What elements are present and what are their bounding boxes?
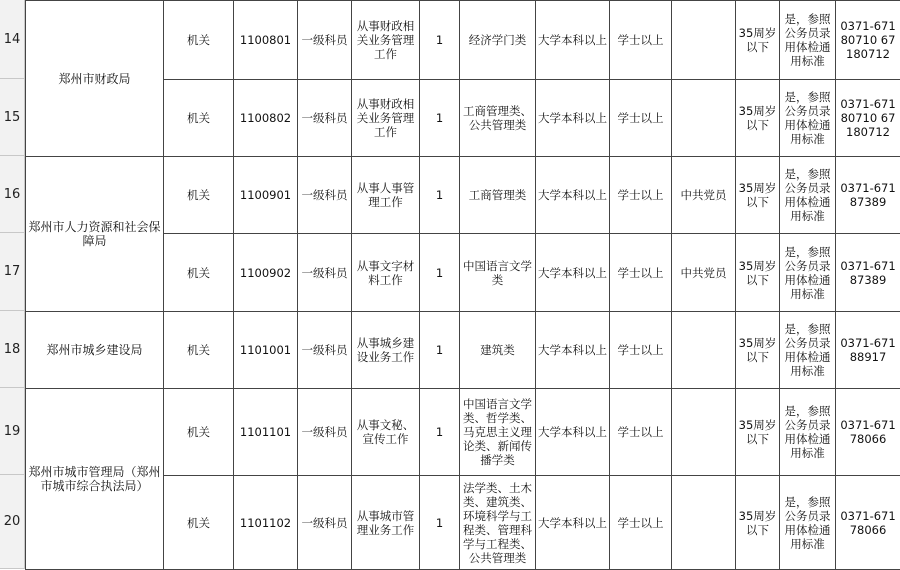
- education-cell[interactable]: 大学本科以上: [536, 157, 610, 234]
- phone-cell[interactable]: 0371-67178066: [836, 476, 900, 570]
- degree-cell[interactable]: 学士以上: [610, 80, 672, 157]
- phone-cell[interactable]: 0371-67180710 67180712: [836, 1, 900, 80]
- age-cell[interactable]: 35周岁以下: [736, 234, 780, 312]
- position-code-cell[interactable]: 1101001: [234, 312, 298, 389]
- physical-exam-cell[interactable]: 是，参照公务员录用体检通用标准: [780, 157, 836, 234]
- degree-cell[interactable]: 学士以上: [610, 157, 672, 234]
- age-cell[interactable]: 35周岁以下: [736, 476, 780, 570]
- physical-exam-cell[interactable]: 是，参照公务员录用体检通用标准: [780, 312, 836, 389]
- row-number[interactable]: 20: [0, 475, 24, 569]
- unit-type-cell[interactable]: 机关: [164, 80, 234, 157]
- physical-exam-cell[interactable]: 是，参照公务员录用体检通用标准: [780, 234, 836, 312]
- age-cell[interactable]: 35周岁以下: [736, 1, 780, 80]
- rank-cell[interactable]: 一级科员: [298, 234, 352, 312]
- phone-cell[interactable]: 0371-67180710 67180712: [836, 80, 900, 157]
- headcount-cell[interactable]: 1: [420, 1, 460, 80]
- headcount-cell[interactable]: 1: [420, 476, 460, 570]
- degree-cell[interactable]: 学士以上: [610, 312, 672, 389]
- row-number[interactable]: 17: [0, 233, 24, 311]
- position-code-cell[interactable]: 1100802: [234, 80, 298, 157]
- physical-exam-cell[interactable]: 是，参照公务员录用体检通用标准: [780, 1, 836, 80]
- table-row: [26, 1, 900, 80]
- department-cell[interactable]: 郑州市财政局: [26, 1, 164, 157]
- table-row: [26, 389, 900, 476]
- rank-cell[interactable]: 一级科员: [298, 157, 352, 234]
- row-number[interactable]: 18: [0, 311, 24, 388]
- degree-cell[interactable]: 学士以上: [610, 476, 672, 570]
- department-cell[interactable]: 郑州市城乡建设局: [26, 312, 164, 389]
- age-cell[interactable]: 35周岁以下: [736, 80, 780, 157]
- table-row: [26, 157, 900, 234]
- unit-type-cell[interactable]: 机关: [164, 1, 234, 80]
- age-cell[interactable]: 35周岁以下: [736, 157, 780, 234]
- rank-cell[interactable]: 一级科员: [298, 389, 352, 476]
- row-number[interactable]: 16: [0, 156, 24, 233]
- position-code-cell[interactable]: 1100902: [234, 234, 298, 312]
- age-cell[interactable]: 35周岁以下: [736, 389, 780, 476]
- major-cell[interactable]: 工商管理类: [460, 157, 536, 234]
- headcount-cell[interactable]: 1: [420, 80, 460, 157]
- unit-type-cell[interactable]: 机关: [164, 157, 234, 234]
- department-cell[interactable]: 郑州市人力资源和社会保障局: [26, 157, 164, 312]
- table-row: [26, 312, 900, 389]
- rank-cell[interactable]: 一级科员: [298, 1, 352, 80]
- education-cell[interactable]: 大学本科以上: [536, 1, 610, 80]
- major-cell[interactable]: 建筑类: [460, 312, 536, 389]
- age-cell[interactable]: 35周岁以下: [736, 312, 780, 389]
- position-code-cell[interactable]: 1101102: [234, 476, 298, 570]
- education-cell[interactable]: 大学本科以上: [536, 80, 610, 157]
- unit-type-cell[interactable]: 机关: [164, 476, 234, 570]
- education-cell[interactable]: 大学本科以上: [536, 234, 610, 312]
- duty-cell[interactable]: 从事文字材料工作: [352, 234, 420, 312]
- duty-cell[interactable]: 从事财政相关业务管理工作: [352, 80, 420, 157]
- rank-cell[interactable]: 一级科员: [298, 312, 352, 389]
- major-cell[interactable]: 法学类、土木类、建筑类、环境科学与工程类、管理科学与工程类、公共管理类: [460, 476, 536, 570]
- row-number[interactable]: 15: [0, 79, 24, 156]
- position-code-cell[interactable]: 1100901: [234, 157, 298, 234]
- politics-cell[interactable]: [672, 312, 736, 389]
- politics-cell[interactable]: 中共党员: [672, 234, 736, 312]
- physical-exam-cell[interactable]: 是，参照公务员录用体检通用标准: [780, 389, 836, 476]
- politics-cell[interactable]: [672, 476, 736, 570]
- politics-cell[interactable]: 中共党员: [672, 157, 736, 234]
- headcount-cell[interactable]: 1: [420, 312, 460, 389]
- education-cell[interactable]: 大学本科以上: [536, 312, 610, 389]
- degree-cell[interactable]: 学士以上: [610, 389, 672, 476]
- major-cell[interactable]: 工商管理类、公共管理类: [460, 80, 536, 157]
- major-cell[interactable]: 中国语言文学类: [460, 234, 536, 312]
- headcount-cell[interactable]: 1: [420, 389, 460, 476]
- major-cell[interactable]: 经济学门类: [460, 1, 536, 80]
- duty-cell[interactable]: 从事财政相关业务管理工作: [352, 1, 420, 80]
- education-cell[interactable]: 大学本科以上: [536, 476, 610, 570]
- phone-cell[interactable]: 0371-67187389: [836, 157, 900, 234]
- duty-cell[interactable]: 从事城市管理业务工作: [352, 476, 420, 570]
- unit-type-cell[interactable]: 机关: [164, 389, 234, 476]
- phone-cell[interactable]: 0371-67178066: [836, 389, 900, 476]
- department-cell[interactable]: 郑州市城市管理局（郑州市城市综合执法局）: [26, 389, 164, 570]
- headcount-cell[interactable]: 1: [420, 157, 460, 234]
- degree-cell[interactable]: 学士以上: [610, 234, 672, 312]
- education-cell[interactable]: 大学本科以上: [536, 389, 610, 476]
- unit-type-cell[interactable]: 机关: [164, 312, 234, 389]
- phone-cell[interactable]: 0371-67188917: [836, 312, 900, 389]
- duty-cell[interactable]: 从事文秘、宣传工作: [352, 389, 420, 476]
- rank-cell[interactable]: 一级科员: [298, 476, 352, 570]
- physical-exam-cell[interactable]: 是，参照公务员录用体检通用标准: [780, 80, 836, 157]
- major-cell[interactable]: 中国语言文学类、哲学类、马克思主义理论类、新闻传播学类: [460, 389, 536, 476]
- row-number[interactable]: 19: [0, 388, 24, 475]
- rank-cell[interactable]: 一级科员: [298, 80, 352, 157]
- politics-cell[interactable]: [672, 389, 736, 476]
- politics-cell[interactable]: [672, 1, 736, 80]
- duty-cell[interactable]: 从事城乡建设业务工作: [352, 312, 420, 389]
- job-table: [25, 0, 900, 570]
- row-number[interactable]: 14: [0, 0, 24, 79]
- headcount-cell[interactable]: 1: [420, 234, 460, 312]
- row-header-column: [0, 0, 25, 569]
- position-code-cell[interactable]: 1101101: [234, 389, 298, 476]
- physical-exam-cell[interactable]: 是，参照公务员录用体检通用标准: [780, 476, 836, 570]
- phone-cell[interactable]: 0371-67187389: [836, 234, 900, 312]
- duty-cell[interactable]: 从事人事管理工作: [352, 157, 420, 234]
- position-code-cell[interactable]: 1100801: [234, 1, 298, 80]
- degree-cell[interactable]: 学士以上: [610, 1, 672, 80]
- unit-type-cell[interactable]: 机关: [164, 234, 234, 312]
- politics-cell[interactable]: [672, 80, 736, 157]
